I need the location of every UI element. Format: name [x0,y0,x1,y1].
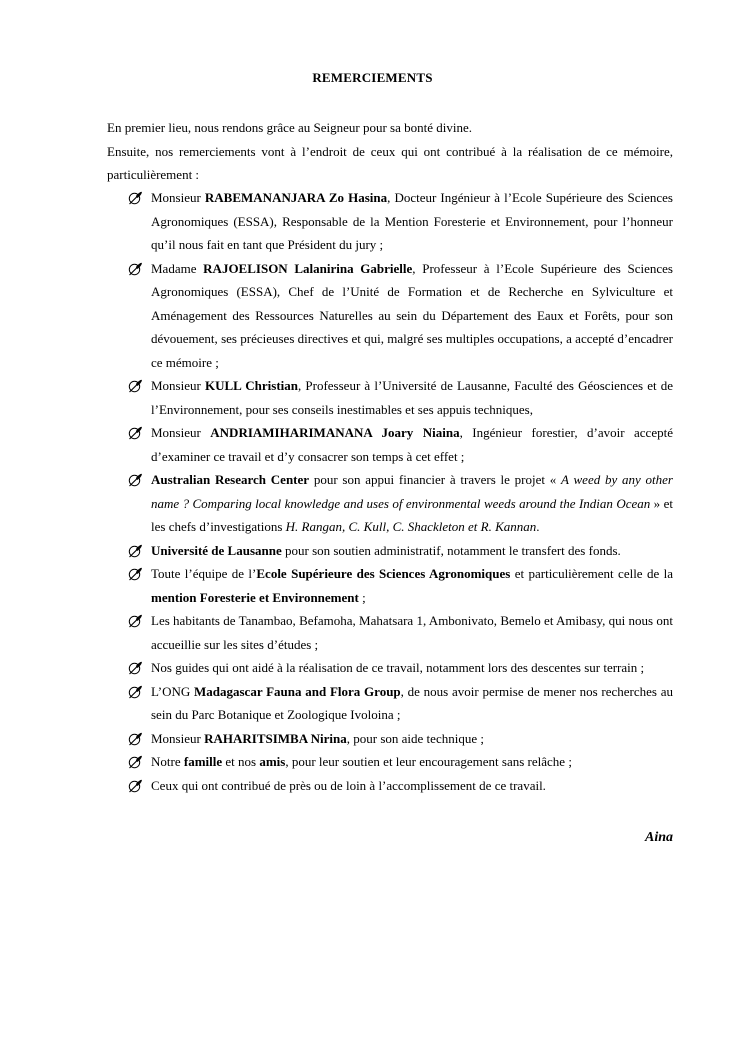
feather-pen-icon [128,473,143,487]
organization-name: Ecole Supérieure des Sciences Agronomiques [256,566,511,581]
person-name: KULL Christian [204,378,298,393]
feather-pen-icon [128,755,143,769]
person-name: RABEMANANJARA Zo Hasina [204,190,388,205]
person-name: RAJOELISON Lalanirina Gabrielle [203,260,413,276]
feather-pen-icon [128,685,143,699]
list-item: Université de Lausanne pour son soutien administratif, notamment le transfert des fonds. [128,539,673,563]
list-item: Nos guides qui ont aidé à la réalisation de ce travail, notamment lors des descentes sur terrain ; [128,656,673,680]
family-word: famille [183,754,223,769]
person-name: RAHARITSIMBA Nirina [204,730,347,746]
list-item: Toute l’équipe de l’Ecole Supérieure des Sciences Agronomiques et particulièrement celle de la mention Foresterie et Environnement ; [128,562,673,609]
mention-name: mention Foresterie et Environnement [151,589,359,605]
organization-name: Australian Research Center [151,472,310,487]
list-item: Monsieur ANDRIAMIHARIMANANA Joary Niaina, Ingénieur forestier, d’avoir accepté d’examiner ce travail et d’y consacrer son temps à cet effet ; [128,421,673,468]
feather-pen-icon [128,379,143,393]
list-item: Monsieur RAHARITSIMBA Nirina, pour son aide technique ; [128,727,673,751]
project-title: A weed by any other name ? Comparing local knowledge and uses of environmental weeds around the Indian Ocean [151,472,673,511]
organization-name: Université de Lausanne [151,542,282,558]
acknowledgements-list [128,186,673,797]
feather-pen-icon [128,732,143,746]
feather-pen-icon [128,191,143,205]
feather-pen-icon [128,426,143,440]
feather-pen-icon [128,544,143,558]
page-title: REMERCIEMENTS [312,70,433,85]
list-item: Notre famille et nos amis, pour leur soutien et leur encouragement sans relâche ; [128,750,673,774]
feather-pen-icon [128,567,143,581]
feather-pen-icon [128,779,143,793]
feather-pen-icon [128,262,143,276]
list-item: Monsieur KULL Christian, Professeur à l’Université de Lausanne, Faculté des Géosciences et de l’Environnement, pour ses conseils inestimables et ses appuis techniques, [128,374,673,421]
feather-pen-icon [128,614,143,628]
friends-word: amis [259,754,286,769]
intro-line-2: Ensuite, nos remerciements vont à l’endroit de ceux qui ont contribué à la réalisation de ce mémoire, particulièrement : [107,143,673,182]
list-item: Les habitants de Tanambao, Befamoha, Mahatsara 1, Ambonivato, Bemelo et Amibasy, qui nous ont accueillie sur les sites d’études ; [128,609,673,656]
investigators: H. Rangan, C. Kull, C. Shackleton et R. Kannan [285,519,537,534]
list-item: Monsieur RABEMANANJARA Zo Hasina, Docteur Ingénieur à l’Ecole Supérieure des Sciences Agronomiques (ESSA), Responsable de la Mention Foresterie et Environnement, pour l’honneur qu’il nous fait en tant que Président du jury ; [128,186,673,257]
organization-name: Madagascar Fauna and Flora Group [194,683,401,699]
list-item: Ceux qui ont contribué de près ou de loin à l’accomplissement de ce travail. [128,774,673,798]
intro-line-1: En premier lieu, nous rendons grâce au Seigneur pour sa bonté divine. [107,120,472,135]
list-item: L’ONG Madagascar Fauna and Flora Group, de nous avoir permise de mener nos recherches au sein du Parc Botanique et Zoologique Ivoloina ; [128,680,673,727]
signature: Aina [644,830,673,845]
person-name: ANDRIAMIHARIMANANA Joary Niaina [210,425,460,440]
list-item: Madame RAJOELISON Lalanirina Gabrielle, Professeur à l’Ecole Supérieure des Sciences Agronomiques (ESSA), Chef de l’Unité de Formation et de Recherche en Sylviculture et Aménagement des Ressources Naturelles au sein du Département des Eaux et Forêts, pour son dévouement, ses précieuses directives et qui, malgré ses multiples occupations, a accepté d’encadrer ce mémoire ; [128,257,673,375]
list-item: Australian Research Center pour son appui financier à travers le projet « A weed by any other name ? Comparing local knowledge and uses of environmental weeds around the Indian Ocean » et les chefs d’investigations H. Rangan, C. Kull, C. Shackleton et R. Kannan. [128,468,673,539]
intro-paragraphs [107,116,673,187]
feather-pen-icon [128,661,143,675]
